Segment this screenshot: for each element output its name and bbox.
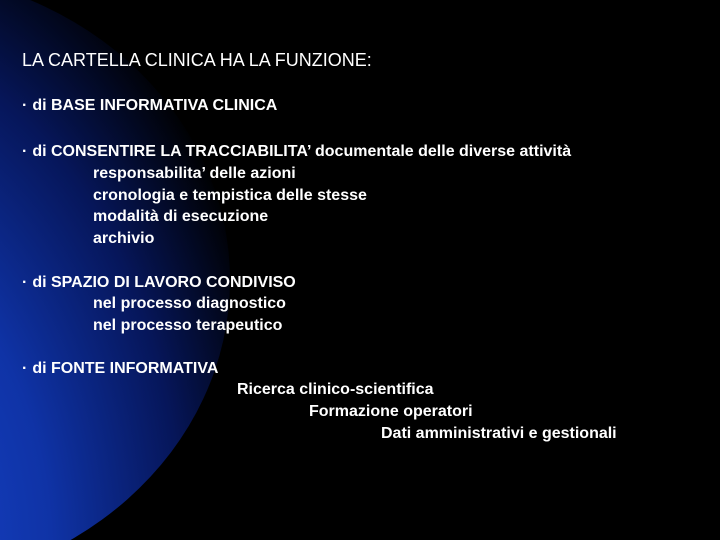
bullet-item-4 — [22, 360, 218, 378]
slide-title-colon: : — [366, 50, 372, 70]
bullet-item-1-text: di BASE INFORMATIVA CLINICA — [32, 97, 278, 114]
bullet-item-3 — [22, 274, 296, 292]
bullet-item-4-subitem-3: Dati amministrativi e gestionali — [381, 425, 617, 442]
bullet-item-2-text: di CONSENTIRE LA TRACCIABILITA’ documentale delle diverse attività — [32, 143, 572, 160]
bullet-item-2-subitem-4: archivio — [93, 230, 155, 247]
bullet-item-4-subitem-2: Formazione operatori — [309, 403, 473, 420]
slide-title — [22, 50, 372, 71]
bullet-item-2-subitem-3: modalità di esecuzione — [93, 208, 269, 225]
bullet-item-4-text: di FONTE INFORMATIVA — [32, 360, 219, 377]
bullet-marker: · — [22, 143, 28, 160]
bullet-marker: · — [22, 360, 28, 377]
bullet-item-4-subitem-1: Ricerca clinico-scientifica — [237, 381, 434, 398]
slide-title-text: LA CARTELLA CLINICA HA LA FUNZIONE — [22, 50, 367, 70]
bullet-item-2 — [22, 143, 571, 161]
bullet-marker: · — [22, 274, 28, 291]
bullet-item-2-subitem-2: cronologia e tempistica delle stesse — [93, 187, 367, 204]
bullet-item-3-text: di SPAZIO DI LAVORO CONDIVISO — [32, 274, 296, 291]
background-blue-glow — [0, 0, 230, 540]
bullet-marker: · — [22, 97, 28, 114]
bullet-item-3-subitem-1: nel processo diagnostico — [93, 295, 286, 312]
bullet-item-1 — [22, 97, 277, 115]
bullet-item-2-subitem-1: responsabilita’ delle azioni — [93, 165, 296, 182]
bullet-item-3-subitem-2: nel processo terapeutico — [93, 317, 283, 334]
